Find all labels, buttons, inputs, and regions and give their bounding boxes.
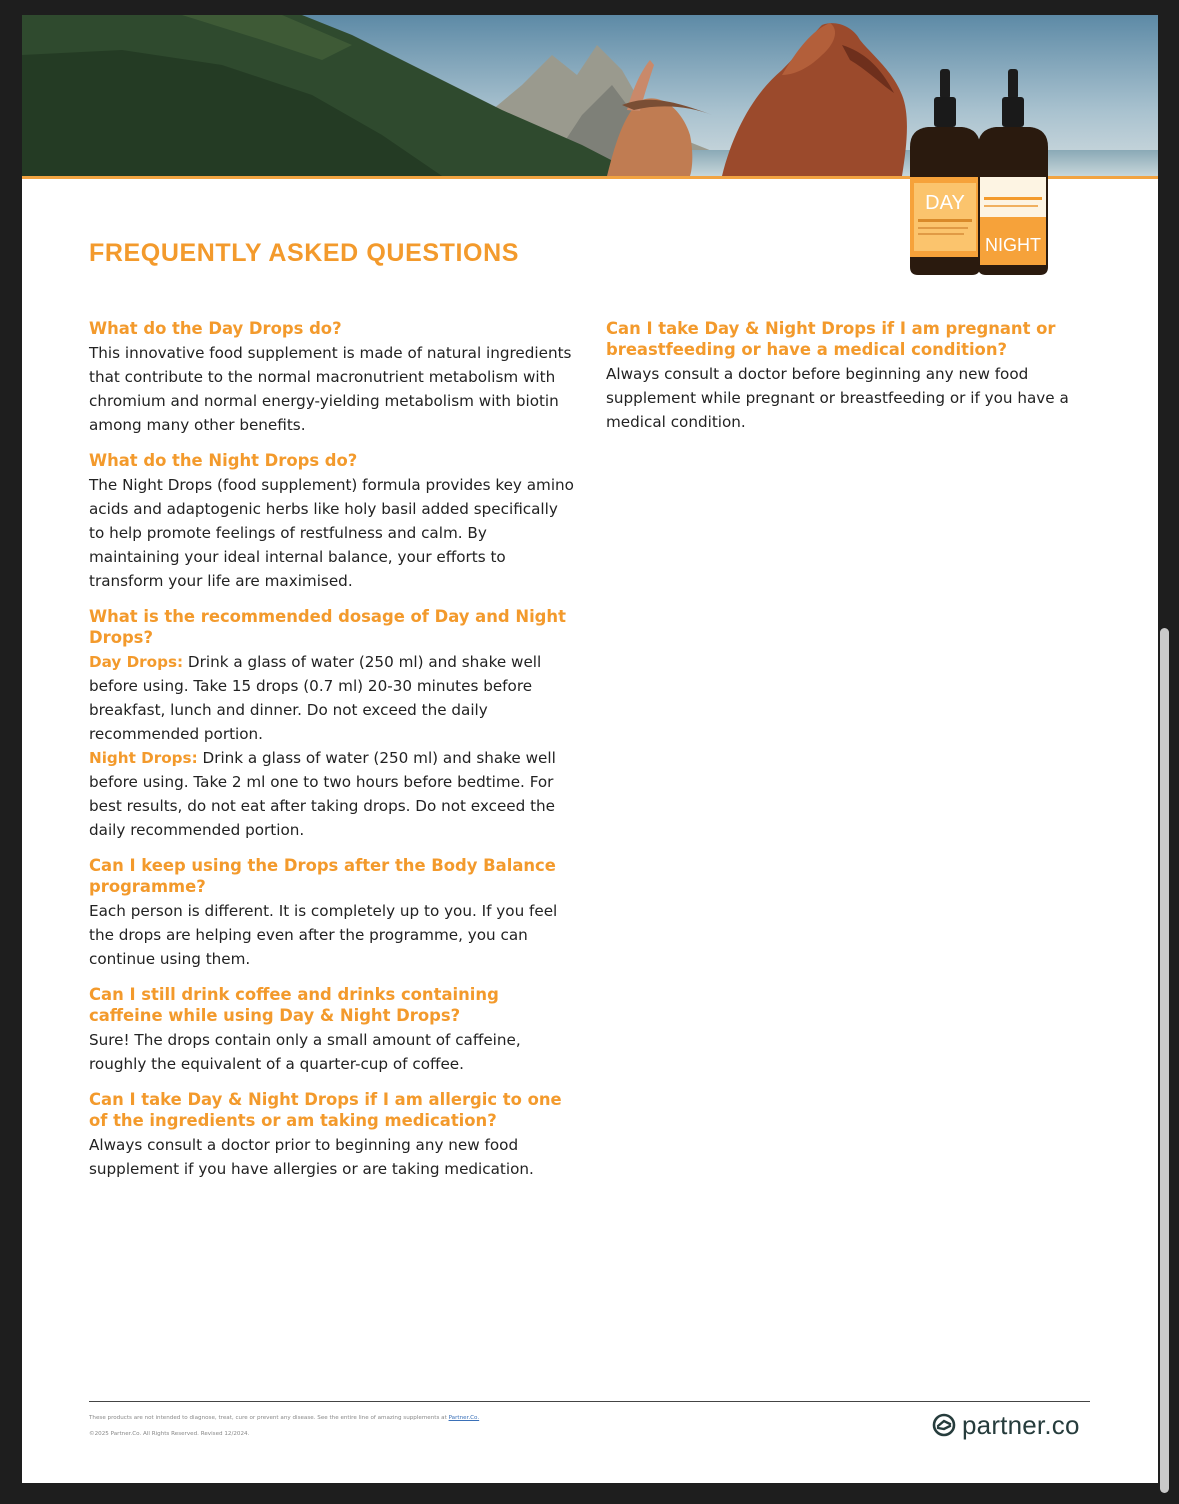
day-drops-text: Drink a glass of water (250 ml) and shake well before using. Take 15 drops (0.7 ml) 20-30 minutes before breakfast, lunch and dinner. Do not exceed the daily recommended portion. [89, 653, 542, 743]
faq-item [606, 318, 1086, 434]
footer-disclaimer [89, 1415, 789, 1422]
faq-answer: Always consult a doctor before beginning any new food supplement while pregnant or breastfeeding or if you have a medical condition. [606, 365, 1069, 431]
faq-question: What do the Night Drops do? [89, 451, 358, 470]
faq-answer: The Night Drops (food supplement) formula provides key amino acids and adaptogenic herbs like holy basil added specifically to help promote feelings of restfulness and calm. By maintaining your ideal internal balance, your efforts to transform your life are maximised. [89, 476, 574, 590]
faq-answer: Each person is different. It is completely up to you. If you feel the drops are helping even after the programme, you can continue using them. [89, 902, 558, 968]
faq-answer: This innovative food supplement is made of natural ingredients that contribute to the normal macronutrient metabolism with chromium and normal energy-yielding metabolism with biotin among many other benefits. [89, 344, 572, 434]
faq-item [89, 450, 574, 593]
faq-item [89, 606, 574, 842]
faq-question: What do the Day Drops do? [89, 319, 342, 338]
faq-answer-night-dosage [89, 746, 574, 842]
faq-item [89, 318, 574, 437]
faq-item [89, 1089, 574, 1181]
faq-answer-day-dosage [89, 650, 574, 746]
night-bottle-label: NIGHT [985, 235, 1041, 255]
document-page [22, 15, 1158, 1483]
faq-right-column [606, 318, 1086, 447]
day-bottle-label: DAY [925, 192, 965, 214]
faq-question: Can I keep using the Drops after the Body Balance programme? [89, 856, 556, 896]
faq-item [89, 984, 574, 1076]
faq-left-column [89, 318, 574, 1194]
faq-question: What is the recommended dosage of Day and Night Drops? [89, 607, 566, 647]
product-bottles-image [902, 67, 1052, 279]
night-drops-text: Drink a glass of water (250 ml) and shake well before using. Take 2 ml one to two hours before bedtime. For best results, do not eat after taking drops. Do not exceed the daily recommended portion. [89, 749, 556, 839]
footer-divider [89, 1401, 1090, 1402]
faq-question: Can I take Day & Night Drops if I am pregnant or breastfeeding or have a medical condition? [606, 319, 1056, 359]
brand-logo [932, 1409, 1080, 1441]
faq-answer: Sure! The drops contain only a small amount of caffeine, roughly the equivalent of a quarter-cup of coffee. [89, 1031, 521, 1073]
day-drops-label: Day Drops: [89, 653, 184, 671]
footer-link[interactable]: Partner.Co. [448, 1415, 480, 1421]
faq-question: Can I take Day & Night Drops if I am allergic to one of the ingredients or am taking medication? [89, 1090, 562, 1130]
footer-copyright: ©2025 Partner.Co. All Rights Reserved. Revised 12/2024. [89, 1431, 250, 1437]
faq-answer: Always consult a doctor prior to beginning any new food supplement if you have allergies or are taking medication. [89, 1136, 534, 1178]
partner-logo-icon [932, 1413, 956, 1437]
page-title: FREQUENTLY ASKED QUESTIONS [89, 239, 520, 267]
footer-disclaimer-text: These products are not intended to diagnose, treat, cure or prevent any disease. See the entire line of amazing supplements at [89, 1415, 449, 1421]
brand-name: partner.co [962, 1409, 1080, 1440]
viewer-scrollbar[interactable] [1160, 628, 1169, 1493]
faq-item [89, 855, 574, 971]
faq-question: Can I still drink coffee and drinks containing caffeine while using Day & Night Drops? [89, 985, 499, 1025]
night-drops-label: Night Drops: [89, 749, 198, 767]
